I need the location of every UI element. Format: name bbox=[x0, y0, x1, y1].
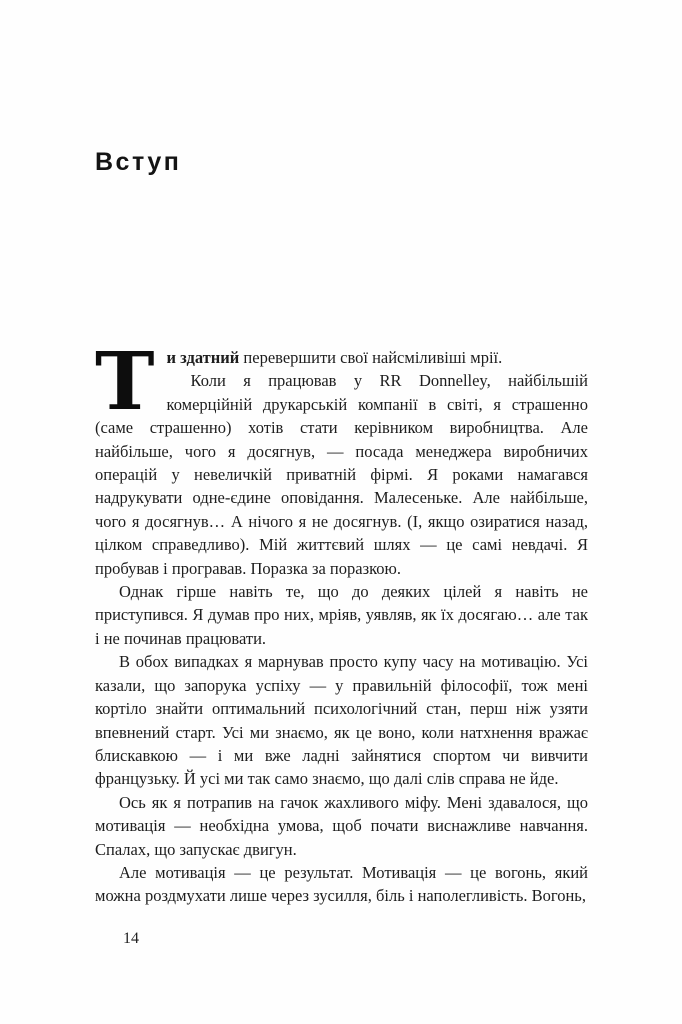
chapter-title: Вступ bbox=[95, 148, 182, 176]
paragraph-1: Коли я працював у RR Donnelley, найбільшій комерційній друкарській компанії в світі, я страшенно (саме страшенно) хотів стати керівником виробництва. Але найбільше, чого я досягнув, — посада менеджера виробничих операцій у невеличкій приватній фірмі. Я роками намагався надрукувати одне-єдине оповідання. Малесеньке. Але найбільше, чого я досягнув… А нічого я не досягнув. (І, якщо озиратися назад, цілком справедливо). Мій життєвий шлях — це самі невдачі. Я пробував і програвав. Поразка за поразкою. bbox=[95, 371, 588, 578]
drop-cap-letter: Т bbox=[95, 334, 155, 428]
paragraph-2: Однак гірше навіть те, що до деяких цілей я навіть не приступився. Я думав про них, мріяв, уявляв, як їх досягаю… але так і не починав працювати. bbox=[95, 582, 588, 648]
paragraph-3: В обох випадках я марнував просто купу часу на мотивацію. Усі казали, що запорука успіху — у правильній філософії, тож мені кортіло знайти оптимальний психологічний стан, перш ніж узяти впевнений старт. Усі ми знаємо, як це воно, коли натхнення вражає блискавкою — і ми вже ладні зайнятися спортом чи вивчити французьку. Й усі ми так само знаємо, що далі слів справа не йде. bbox=[95, 652, 588, 789]
paragraph-5: Але мотивація — це результат. Мотивація — це вогонь, який можна роздмухати лише через зусилля, біль і наполегливість. Вогонь, bbox=[95, 862, 588, 906]
lead-paragraph bbox=[95, 346, 588, 369]
paragraph-4: Ось як я потрапив на гачок жахливого міфу. Мені здавалося, що мотивація — необхідна умова, щоб почати виснажливе навчання. Спалах, що запускає двигун. bbox=[95, 792, 588, 859]
body-text bbox=[95, 334, 588, 908]
lead-paragraph-bold: и здатний bbox=[166, 348, 240, 367]
page-number: 14 bbox=[123, 930, 139, 947]
lead-paragraph-rest: перевершити свої найсміливіші мрії. bbox=[239, 348, 503, 367]
